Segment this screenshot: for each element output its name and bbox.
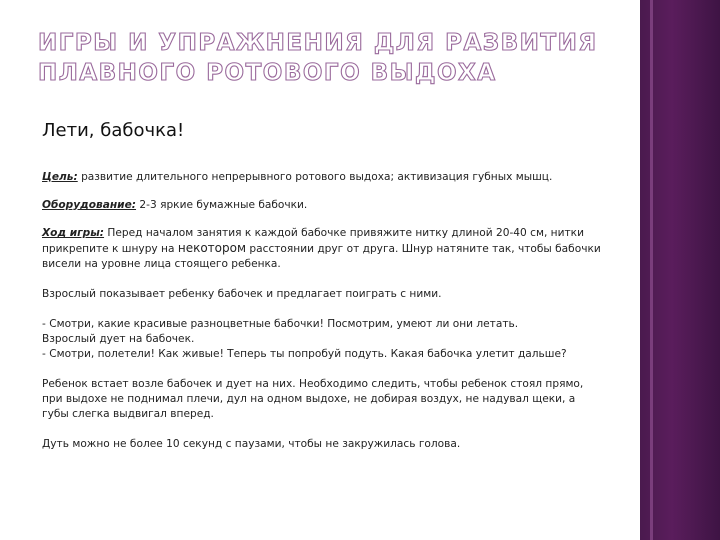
child-paragraph	[42, 377, 602, 422]
child-line-3: губы слегка выдвигал вперед.	[42, 408, 214, 420]
goal-text: развитие длительного непрерывного ротового выдоха; активизация губных мышц.	[77, 171, 553, 183]
equipment-label: Оборудование:	[42, 199, 137, 211]
title-line-2: ПЛАВНОГО РОТОВОГО ВЫДОХА	[38, 60, 497, 86]
procedure-line-2c: расстоянии друг от друга. Шнур натяните так, чтобы бабочки	[246, 243, 601, 255]
slide-subtitle: Лети, бабочка!	[42, 120, 185, 141]
equipment-paragraph	[42, 198, 602, 213]
title-line-1: ИГРЫ И УПРАЖНЕНИЯ ДЛЯ РАЗВИТИЯ	[38, 30, 598, 56]
slide-title	[38, 28, 598, 88]
procedure-line-2b: некотором	[177, 241, 247, 255]
procedure-line-3: висели на уровне лица стоящего ребенка.	[42, 258, 281, 270]
dialog-line-1: - Смотри, какие красивые разноцветные бабочки! Посмотрим, умеют ли они летать.	[42, 318, 519, 330]
slide-body	[42, 170, 602, 452]
child-line-1: Ребенок встает возле бабочек и дует на них. Необходимо следить, чтобы ребенок стоял прямо,	[42, 378, 584, 390]
equipment-text: 2-3 яркие бумажные бабочки.	[136, 199, 308, 211]
procedure-paragraph	[42, 226, 602, 272]
procedure-line-2a: прикрепите к шнуру на	[42, 243, 178, 255]
dialog-line-3: - Смотри, полетели! Как живые! Теперь ты попробуй подуть. Какая бабочка улетит дальше?	[42, 348, 567, 360]
procedure-label: Ход игры:	[42, 227, 105, 239]
child-line-2: при выдохе не поднимал плечи, дул на одном выдохе, не добирая воздух, не надувал щеки, а	[42, 393, 576, 405]
dialog-paragraph	[42, 317, 602, 362]
goal-label: Цель:	[42, 171, 78, 183]
final-paragraph: Дуть можно не более 10 секунд с паузами, чтобы не закружилась голова.	[42, 438, 461, 450]
sidebar-accent-line	[650, 0, 653, 540]
dialog-line-2: Взрослый дует на бабочек.	[42, 333, 195, 345]
procedure-line-1: Перед началом занятия к каждой бабочке привяжите нитку длиной 20-40 см, нитки	[104, 227, 584, 239]
goal-paragraph	[42, 170, 602, 185]
decorative-sidebar	[640, 0, 720, 540]
adult-paragraph: Взрослый показывает ребенку бабочек и предлагает поиграть с ними.	[42, 288, 442, 300]
